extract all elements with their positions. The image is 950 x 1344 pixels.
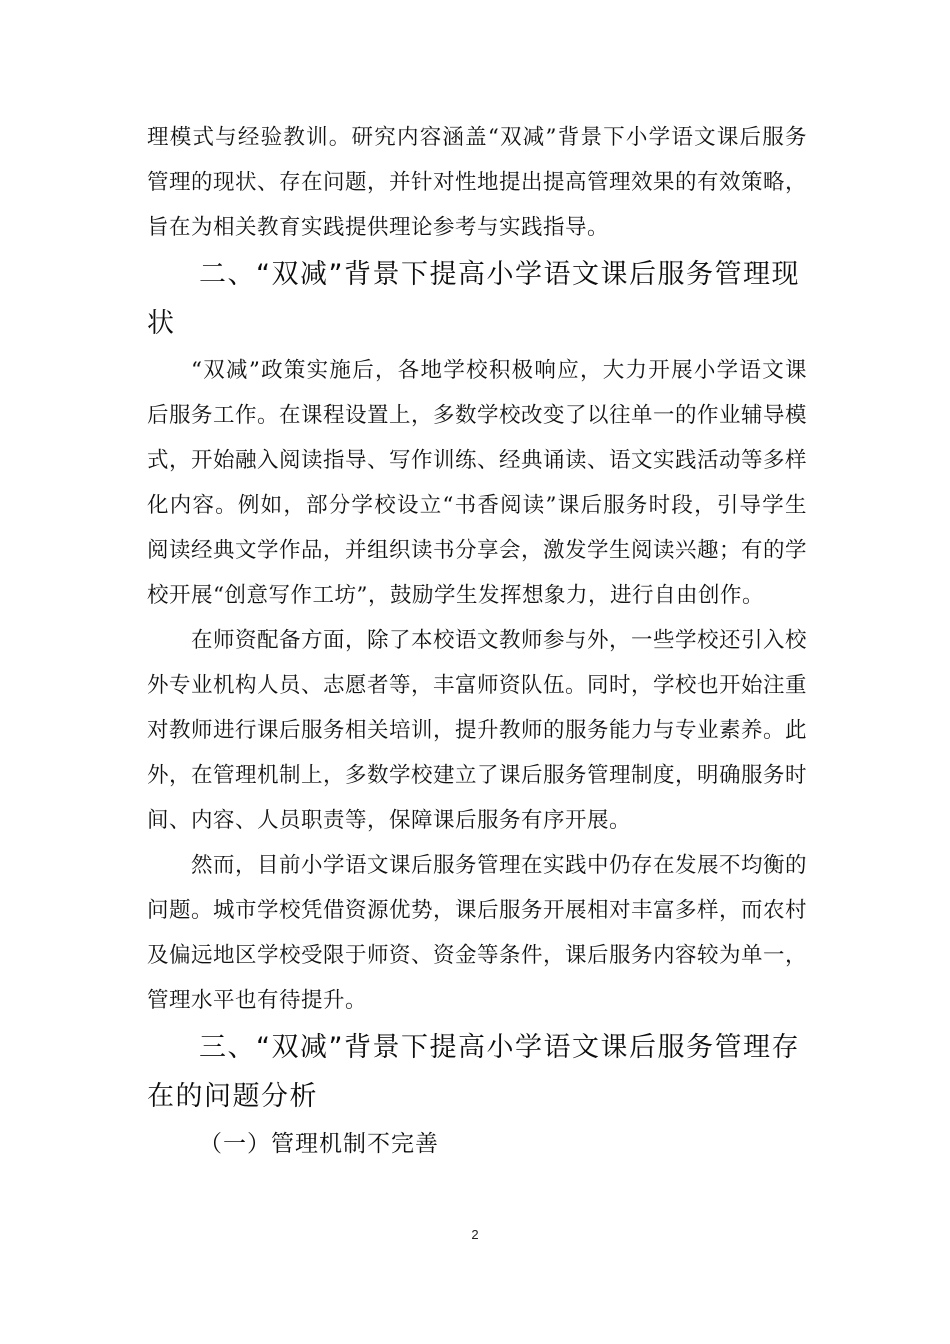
subsection-heading-one: （一）管理机制不完善 <box>199 1131 439 1157</box>
page-body <box>147 115 807 1167</box>
section-heading-three: 三、“双减”背景下提高小学语文课后服务管理存在的问题分析 <box>147 1032 800 1112</box>
paragraph-current-status: “双减”政策实施后，各地学校积极响应，大力开展小学语文课后服务工作。在课程设置上，多数学校改变了以往单一的作业辅导模式，开始融入阅读指导、写作训练、经典诵读、语文实践活动等多样化内容。例如，部分学校设立“书香阅读”课后服务时段，引导学生阅读经典文学作品，并组织读书分享会，激发学生阅读兴趣；有的学校开展“创意写作工坊”，鼓励学生发挥想象力，进行自由创作。 <box>147 358 808 608</box>
paragraph-imbalance: 然而，目前小学语文课后服务管理在实践中仍存在发展不均衡的问题。城市学校凭借资源优势，课后服务开展相对丰富多样，而农村及偏远地区学校受限于师资、资金等条件，课后服务内容较为单一，管理水平也有待提升。 <box>147 853 808 1013</box>
paragraph-continuation: 理模式与经验教训。研究内容涵盖“双减”背景下小学语文课后服务管理的现状、存在问题，并针对性地提出提高管理效果的有效策略，旨在为相关教育实践提供理论参考与实践指导。 <box>147 125 808 240</box>
section-heading-two: 二、“双减”背景下提高小学语文课后服务管理现状 <box>147 259 800 339</box>
paragraph-teachers: 在师资配备方面，除了本校语文教师参与外，一些学校还引入校外专业机构人员、志愿者等，丰富师资队伍。同时，学校也开始注重对教师进行课后服务相关培训，提升教师的服务能力与专业素养。此外，在管理机制上，多数学校建立了课后服务管理制度，明确服务时间、内容、人员职责等，保障课后服务有序开展。 <box>147 628 808 833</box>
page-number: 2 <box>471 1227 479 1242</box>
